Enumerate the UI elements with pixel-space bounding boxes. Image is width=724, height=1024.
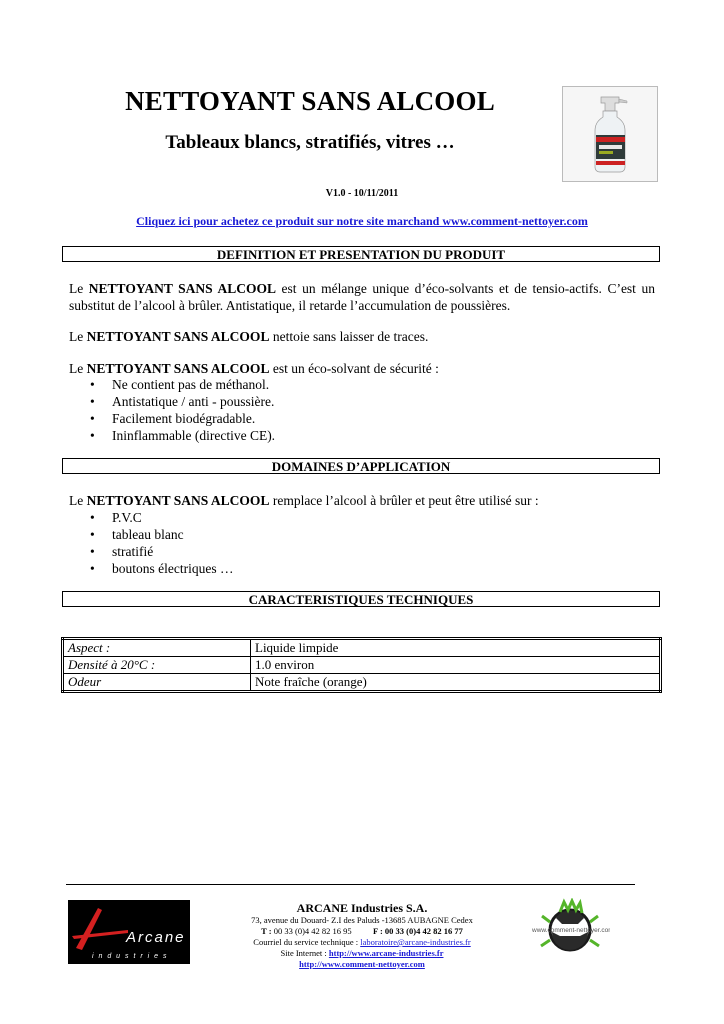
spec-label: Odeur	[63, 674, 251, 692]
text: Le	[69, 493, 87, 508]
text: est un mélange unique d’éco-solvants et de tensio-actifs. C’est un substitut de l’alcool à brûler. Antistatique, il retarde l’accumulation de poussières.	[69, 281, 655, 313]
document-title: NETTOYANT SANS ALCOOL	[125, 86, 495, 116]
text: Le	[69, 281, 89, 296]
phone-label: T :	[261, 926, 274, 936]
cleaning-logo-icon	[530, 898, 610, 968]
site-link[interactable]: http://www.arcane-industries.fr	[328, 948, 444, 958]
website-line	[200, 948, 524, 959]
arcane-logo-mark	[68, 900, 190, 964]
spray-bottle-icon	[563, 87, 657, 181]
spec-value: 1.0 environ	[251, 657, 661, 674]
list-item: • Antistatique / anti - poussière.	[84, 393, 275, 410]
text: Le	[69, 329, 87, 344]
service-label: Courriel du service technique :	[253, 937, 361, 947]
footer-divider	[66, 884, 635, 885]
comment-nettoyer-logo	[530, 898, 610, 968]
text: est un éco-solvant de sécurité :	[269, 361, 439, 376]
logo-subtext: i n d u s t r i e s	[92, 953, 168, 960]
product-image	[562, 86, 658, 182]
list-item: • tableau blanc	[84, 526, 233, 543]
definition-paragraph-3	[69, 360, 655, 377]
arcane-logo	[68, 900, 190, 964]
spec-value: Note fraîche (orange)	[251, 674, 661, 692]
application-paragraph	[69, 492, 655, 509]
service-email-link[interactable]: laboratoire@arcane-industries.fr	[360, 937, 471, 947]
shop-link[interactable]: Cliquez ici pour achetez ce produit sur notre site marchand www.comment-nettoyer.com	[136, 214, 588, 228]
product-name: NETTOYANT SANS ALCOOL	[88, 281, 276, 296]
list-item: • stratifié	[84, 543, 233, 560]
version-date: V1.0 - 10/11/2011	[325, 188, 399, 199]
company-phone-fax	[200, 926, 524, 937]
website-line-2	[200, 959, 524, 970]
site-link-2[interactable]: http://www.comment-nettoyer.com	[299, 959, 425, 969]
table-row	[63, 639, 661, 657]
list-item: • Facilement biodégradable.	[84, 410, 275, 427]
company-address: 73, avenue du Douard- Z.I des Paluds -13685 AUBAGNE Cedex	[251, 915, 473, 925]
phone-number: 00 33 (0)4 42 82 16 95	[273, 926, 352, 936]
spec-label: Densité à 20°C :	[63, 657, 251, 674]
product-name: NETTOYANT SANS ALCOOL	[86, 329, 270, 344]
table-row	[63, 657, 661, 674]
list-item: • Ne contient pas de méthanol.	[84, 376, 275, 393]
technical-service-contact	[200, 937, 524, 948]
definition-paragraph-1	[69, 280, 655, 314]
text: nettoie sans laisser de traces.	[269, 329, 429, 344]
section-heading-application: DOMAINES D’APPLICATION	[62, 458, 660, 474]
company-name: ARCANE Industries S.A.	[296, 901, 428, 915]
definition-bullet-list	[84, 376, 275, 444]
text: Le	[69, 361, 87, 376]
site-label: Site Internet :	[280, 948, 329, 958]
list-item: • boutons électriques …	[84, 560, 233, 577]
section-heading-definition: DEFINITION ET PRESENTATION DU PRODUIT	[62, 246, 660, 262]
logo2-text: www.comment-nettoyer.com	[532, 927, 610, 934]
section-heading-technical: CARACTERISTIQUES TECHNIQUES	[62, 591, 660, 607]
table-row	[63, 674, 661, 692]
definition-paragraph-2	[69, 328, 655, 345]
product-name: NETTOYANT SANS ALCOOL	[86, 361, 270, 376]
product-name: NETTOYANT SANS ALCOOL	[86, 493, 270, 508]
list-item: • P.V.C	[84, 509, 233, 526]
logo-wordmark: Arcane	[126, 929, 186, 946]
application-bullet-list	[84, 509, 233, 577]
technical-spec-table	[61, 637, 662, 693]
fax-number: 00 33 (0)4 42 82 16 77	[384, 926, 463, 936]
spec-value: Liquide limpide	[251, 639, 661, 657]
spec-label: Aspect :	[63, 639, 251, 657]
list-item: • Ininflammable (directive CE).	[84, 427, 275, 444]
text: remplace l’alcool à brûler et peut être utilisé sur :	[269, 493, 539, 508]
document-subtitle: Tableaux blancs, stratifiés, vitres …	[165, 132, 455, 153]
fax-label: F :	[372, 926, 385, 936]
